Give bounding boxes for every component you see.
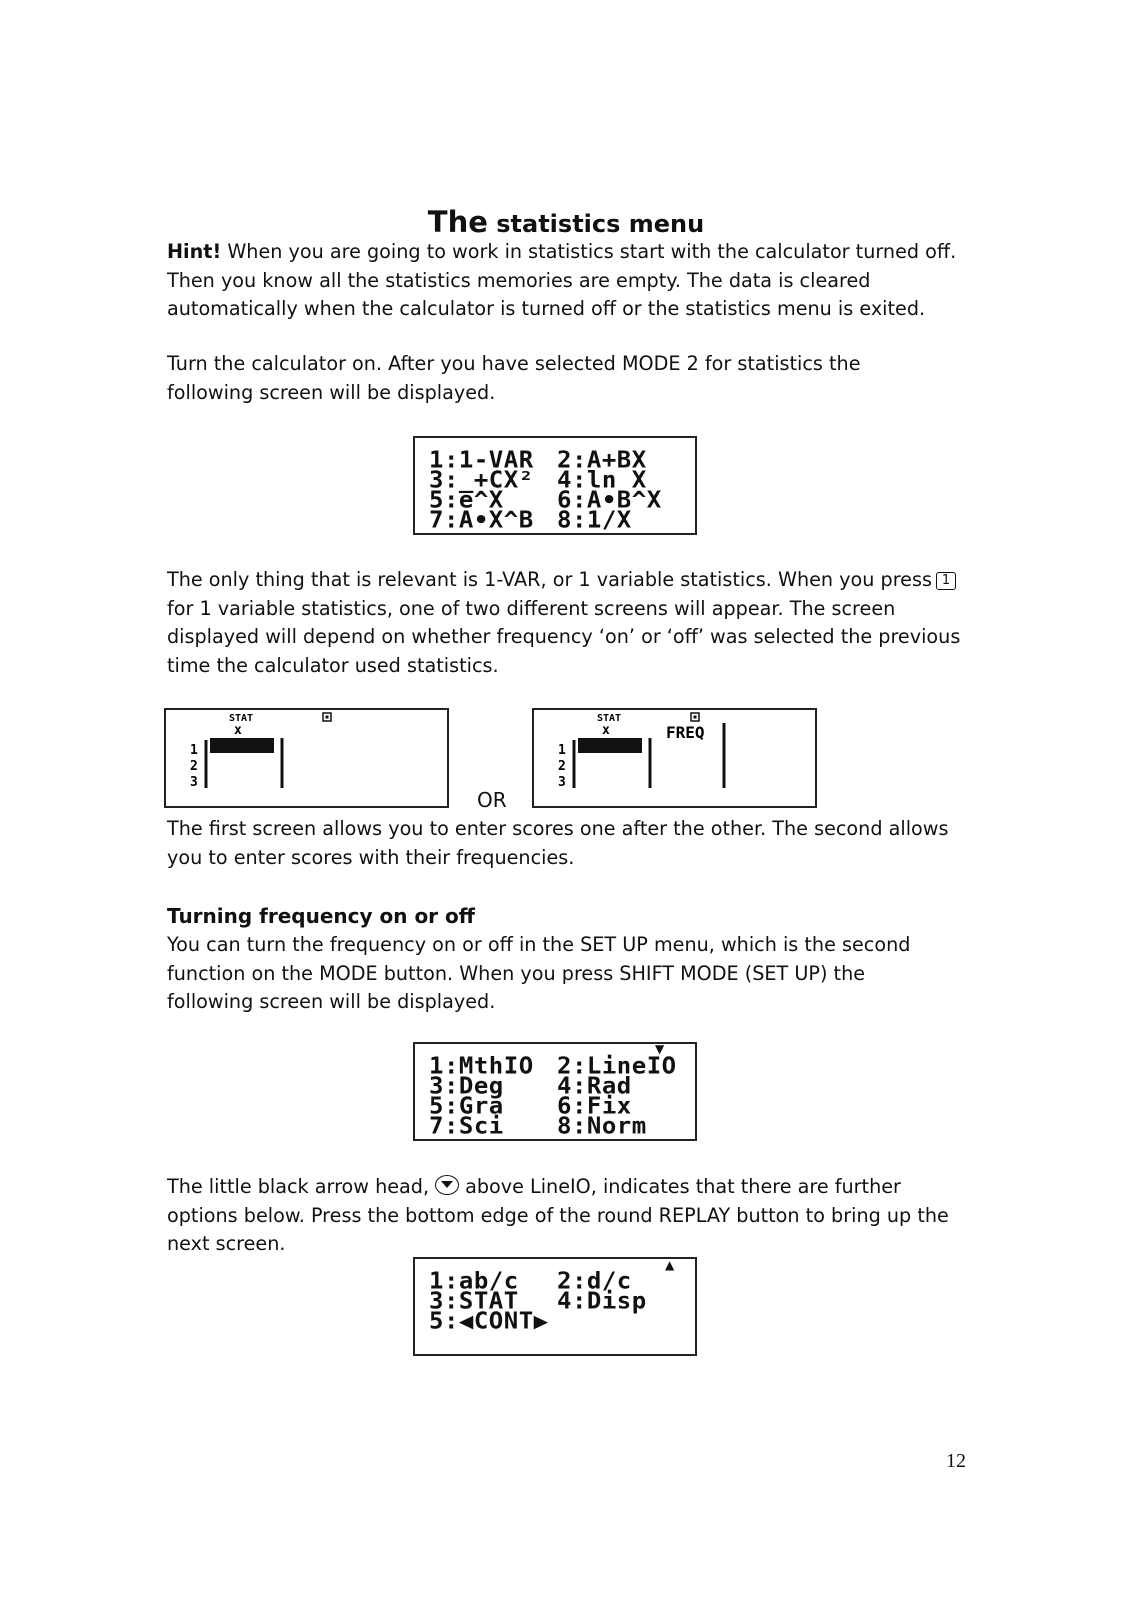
menu-item: 7:A•X^B xyxy=(429,506,534,534)
menu-item: 6:Fix xyxy=(557,1092,632,1120)
hint-paragraph xyxy=(167,238,967,324)
arrow-line-3: next screen. xyxy=(167,1232,286,1255)
calculator-screen-setup-menu-2 xyxy=(413,1257,697,1356)
relevant-paragraph xyxy=(167,566,967,680)
menu-item: 8:1/X xyxy=(557,506,632,534)
key-1-icon: 1 xyxy=(936,572,956,590)
menu-item: 5:Gra xyxy=(429,1092,504,1120)
setup-menu-2-items xyxy=(429,1267,689,1335)
relevant-line-3: displayed will depend on whether frequency ‘on’ or ‘off’ was selected the previous xyxy=(167,625,961,648)
freq-heading: Turning frequency on or off xyxy=(167,904,475,928)
title-word-the: The xyxy=(427,205,488,239)
battery-fill-icon-b xyxy=(694,716,697,719)
setup-menu-items xyxy=(429,1052,689,1140)
arrow-line-1b: above LineIO, indicates that there are further xyxy=(465,1175,901,1198)
stat-screen-b-graphic xyxy=(534,710,815,806)
menu-item: 1:MthIO xyxy=(429,1052,534,1080)
menu-item: 2:A+BX xyxy=(557,446,647,474)
relevant-line-4: time the calculator used statistics. xyxy=(167,653,499,677)
row-2-a: 2 xyxy=(190,759,198,774)
column-x-header-a: x xyxy=(234,723,242,738)
row-1-a: 1 xyxy=(190,743,198,758)
menu-item: 3:_+CX² xyxy=(429,466,534,494)
screens-explain-line-2: you to enter scores with their frequencies. xyxy=(167,845,575,869)
screens-explain-line-1: The first screen allows you to enter scores one after the other. The second allows xyxy=(167,817,949,840)
menu-item: 2:d/c xyxy=(557,1267,632,1295)
stat-screen-a-graphic xyxy=(166,710,447,806)
column-freq-header: FREQ xyxy=(666,723,705,742)
column-x-header-b: x xyxy=(602,723,610,738)
hint-line-1: When you are going to work in statistics start with the calculator turned off. xyxy=(221,240,957,263)
hint-line-2: Then you know all the statistics memories are empty. The data is cleared xyxy=(167,268,871,292)
page-number: 12 xyxy=(946,1450,966,1472)
menu-item: 2:LineIO xyxy=(557,1052,677,1080)
menu-item: 1:1-VAR xyxy=(429,446,534,474)
freq-paragraph xyxy=(167,931,967,1017)
turn-on-line-2: following screen will be displayed. xyxy=(167,380,496,404)
arrow-paragraph xyxy=(167,1173,967,1259)
battery-fill-icon xyxy=(326,716,329,719)
title-rest: statistics menu xyxy=(496,210,705,238)
up-arrow-indicator-icon: ▲ xyxy=(665,1258,675,1272)
stat-screen-frequency-on xyxy=(532,708,817,808)
menu-item: 5:e^X xyxy=(429,486,504,514)
relevant-line-2: for 1 variable statistics, one of two different screens will appear. The screen xyxy=(167,596,896,620)
stat-indicator-b: STAT xyxy=(597,713,622,724)
menu-item: 6:A•B^X xyxy=(557,486,662,514)
row-3-a: 3 xyxy=(190,775,198,790)
hint-label: Hint! xyxy=(167,240,222,263)
screens-explain-paragraph xyxy=(167,815,967,872)
freq-line-3: following screen will be displayed. xyxy=(167,990,496,1013)
menu-item xyxy=(557,1312,685,1331)
freq-line-1: You can turn the frequency on or off in the SET UP menu, which is the second xyxy=(167,933,911,956)
menu-item: 8:Norm xyxy=(557,1112,647,1140)
mode-menu-items xyxy=(429,446,689,534)
stat-screen-frequency-off xyxy=(164,708,449,808)
menu-item: 3:Deg xyxy=(429,1072,504,1100)
arrow-line-2: options below. Press the bottom edge of the round REPLAY button to bring up the xyxy=(167,1203,949,1227)
cursor-cell-a xyxy=(210,738,274,753)
freq-line-2: function on the MODE button. When you press SHIFT MODE (SET UP) the xyxy=(167,961,866,985)
row-3-b: 3 xyxy=(558,775,566,790)
menu-item: 4:Disp xyxy=(557,1287,647,1315)
menu-item: 7:Sci xyxy=(429,1112,504,1140)
turn-on-line-1: Turn the calculator on. After you have selected MODE 2 for statistics the xyxy=(167,352,861,375)
row-2-b: 2 xyxy=(558,759,566,774)
cursor-cell-b xyxy=(578,738,642,753)
arrow-line-1a: The little black arrow head, xyxy=(167,1175,430,1198)
menu-item: 4:Rad xyxy=(557,1072,632,1100)
hint-line-3: automatically when the calculator is turned off or the statistics menu is exited. xyxy=(167,297,926,320)
page-title xyxy=(0,205,1132,239)
calculator-screen-mode-menu xyxy=(413,436,697,535)
menu-item: 5:◀CONT▶ xyxy=(429,1307,549,1335)
turn-on-paragraph xyxy=(167,350,967,407)
stat-indicator-a: STAT xyxy=(229,713,254,724)
menu-item: 4:ln X xyxy=(557,466,647,494)
relevant-line-1: The only thing that is relevant is 1-VAR, or 1 variable statistics. When you press xyxy=(167,568,932,591)
down-arrow-circle-icon xyxy=(435,1175,459,1195)
calculator-screen-setup-menu xyxy=(413,1042,697,1141)
menu-item: 1:ab/c xyxy=(429,1267,519,1295)
or-label: OR xyxy=(477,788,507,812)
row-1-b: 1 xyxy=(558,743,566,758)
down-arrow-indicator-icon: ▼ xyxy=(655,1042,665,1056)
menu-item: 3:STAT xyxy=(429,1287,519,1315)
